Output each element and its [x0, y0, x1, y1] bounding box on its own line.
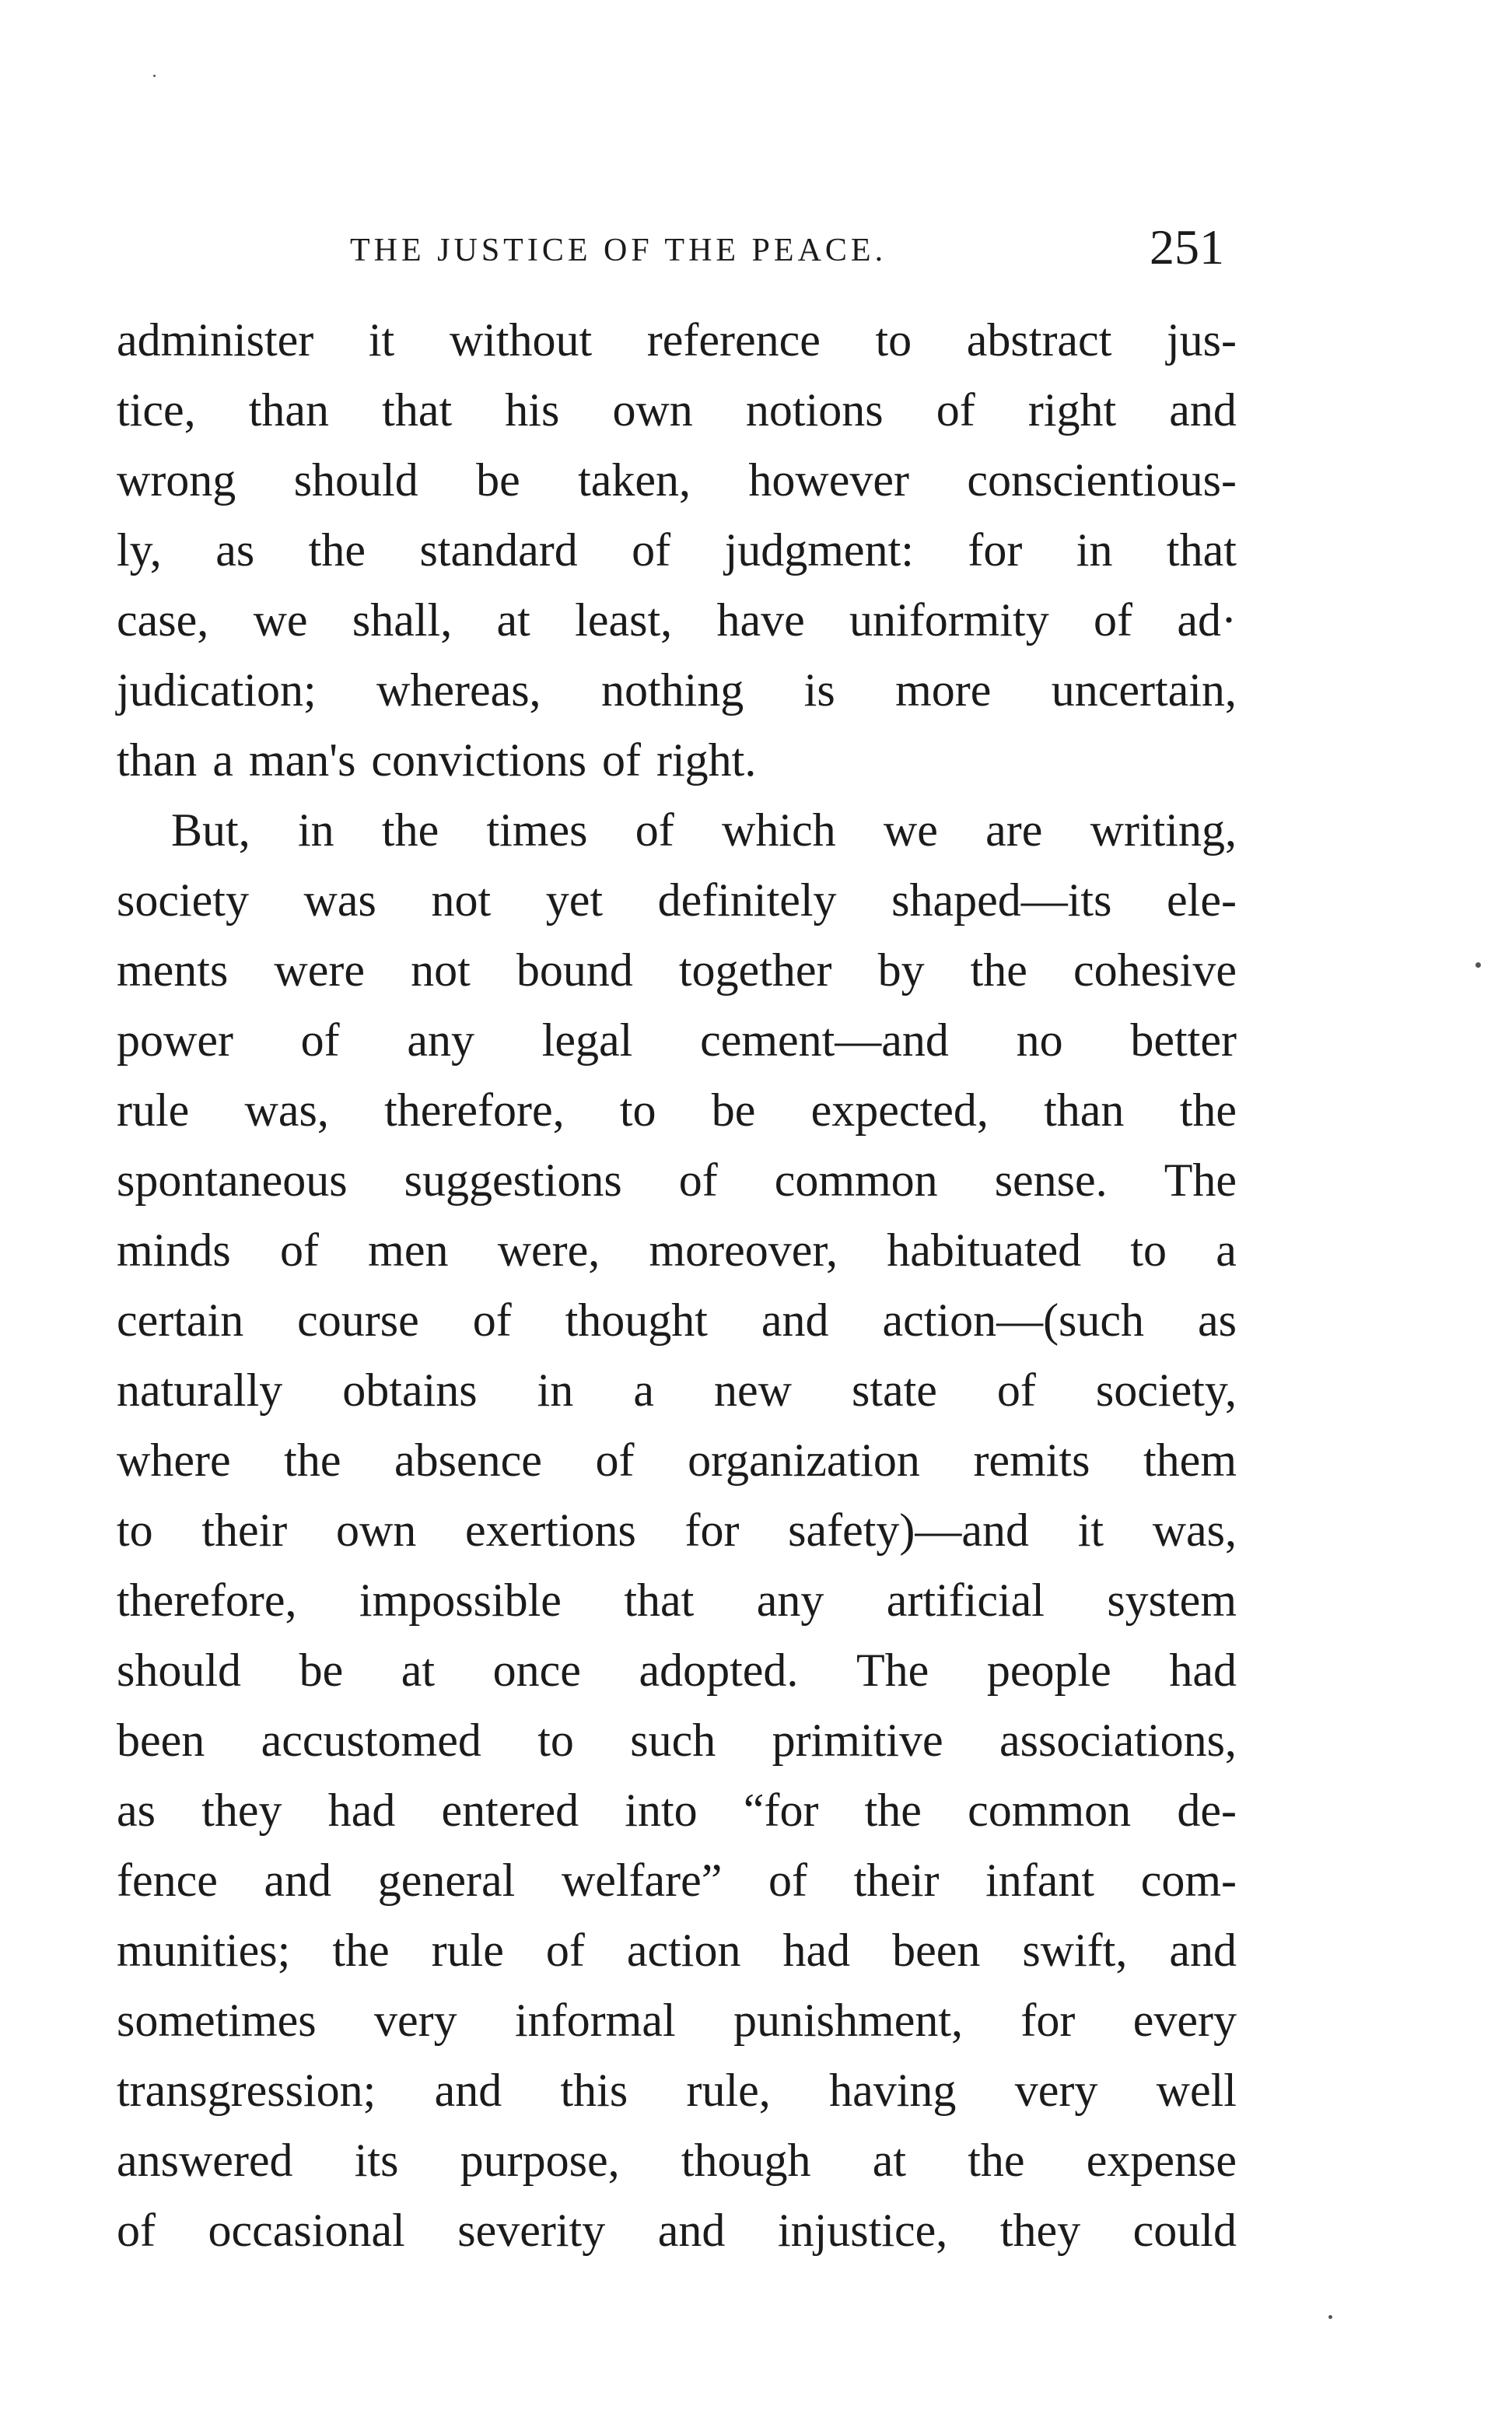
word: definitely [657, 874, 837, 926]
word: But, [171, 804, 250, 856]
word: the [864, 1785, 922, 1836]
word: action—(such [882, 1294, 1145, 1346]
word: legal [541, 1014, 633, 1066]
paper-speck [153, 75, 156, 77]
word: very [374, 1995, 457, 2046]
word: into [625, 1785, 698, 1836]
word: of [1094, 594, 1132, 646]
word: been [892, 1925, 981, 1976]
word: state [851, 1364, 937, 1416]
word: the [381, 804, 439, 856]
word: at [496, 594, 530, 646]
word: it [368, 314, 395, 366]
word: own [335, 1504, 417, 1556]
word: shall, [352, 594, 453, 646]
word: the [284, 1434, 341, 1486]
word: the [1179, 1084, 1237, 1136]
word: to [537, 1715, 574, 1766]
word: his [505, 384, 560, 436]
word: in [537, 1364, 574, 1416]
word: of [300, 1014, 340, 1066]
word: and [761, 1294, 829, 1346]
text-line [117, 1075, 1237, 1145]
text-line [117, 2125, 1237, 2195]
text-line [117, 1005, 1237, 1075]
text-line [117, 935, 1237, 1005]
word: rule, [686, 2065, 771, 2116]
word: purpose, [460, 2135, 620, 2186]
word: such [630, 1715, 716, 1766]
word: minds [117, 1224, 231, 1276]
word: expected, [810, 1084, 989, 1136]
word: cement—and [700, 1014, 949, 1066]
word: convictions [371, 734, 587, 786]
word: which [722, 804, 836, 856]
word: in [1076, 524, 1113, 576]
word: conscientious- [967, 454, 1237, 506]
word: be [476, 454, 520, 506]
word: nothing [600, 664, 744, 716]
text-line [117, 2055, 1237, 2125]
word: for [684, 1504, 740, 1556]
word: of [768, 1855, 807, 1906]
word: sometimes [117, 1995, 317, 2046]
word: and [264, 1855, 332, 1906]
word: had [1169, 1645, 1237, 1696]
text-line [117, 515, 1237, 585]
word: rule [117, 1084, 190, 1136]
word: at [401, 1645, 436, 1696]
word: and [657, 2205, 726, 2256]
word: and [1169, 1925, 1237, 1976]
word: the [332, 1925, 390, 1976]
word: safety)—and [788, 1504, 1030, 1556]
word: had [327, 1785, 396, 1836]
word: rule [431, 1925, 504, 1976]
word: that [382, 384, 453, 436]
word: had [782, 1925, 851, 1976]
word: a [633, 1364, 654, 1416]
paper-speck [1328, 2315, 1332, 2319]
word: administer [117, 314, 314, 366]
word: society [117, 874, 249, 926]
word: abstract [966, 314, 1112, 366]
word: The [1164, 1154, 1237, 1206]
word: a [212, 734, 233, 786]
word: accustomed [261, 1715, 481, 1766]
word: in [297, 804, 334, 856]
word: of [279, 1224, 319, 1276]
word: therefore, [384, 1084, 565, 1136]
word: thought [565, 1294, 708, 1346]
word: taken, [578, 454, 691, 506]
word: to [1130, 1224, 1167, 1276]
word: of [996, 1364, 1036, 1416]
word: it [1077, 1504, 1104, 1556]
word: system [1107, 1575, 1237, 1626]
word: obtains [342, 1364, 478, 1416]
text-line [117, 795, 1237, 865]
word: com- [1140, 1855, 1237, 1906]
word: this [560, 2065, 628, 2116]
word: tice, [117, 384, 196, 436]
word: of [632, 524, 671, 576]
text-line [117, 1985, 1237, 2055]
word: judication; [117, 664, 317, 716]
word: whereas, [376, 664, 541, 716]
word: the [308, 524, 366, 576]
word: common [968, 1785, 1132, 1836]
word: having [829, 2065, 957, 2116]
word: shaped—its [891, 874, 1112, 926]
word: however [748, 454, 909, 506]
word: more [895, 664, 992, 716]
word: very [1014, 2065, 1098, 2116]
text-line [117, 2195, 1237, 2265]
running-head [117, 218, 1237, 280]
word: together [678, 944, 832, 996]
word: reference [646, 314, 821, 366]
word: of [472, 1294, 512, 1346]
word: and [434, 2065, 502, 2116]
word: was, [1152, 1504, 1237, 1556]
word: severity [457, 2205, 606, 2256]
word: is [803, 664, 835, 716]
word: as [215, 524, 255, 576]
word: times [486, 804, 588, 856]
word: occasional [208, 2205, 405, 2256]
word: the [970, 944, 1027, 996]
word: was [303, 874, 376, 926]
word: naturally [117, 1364, 283, 1416]
word: bound [516, 944, 633, 996]
word: that [1166, 524, 1237, 576]
word: yet [545, 874, 604, 926]
word: power [117, 1014, 233, 1066]
word: as [117, 1785, 156, 1836]
word: should [117, 1645, 242, 1696]
word: well [1156, 2065, 1237, 2116]
text-line [117, 1845, 1237, 1915]
word: remits [973, 1434, 1090, 1486]
word: at [872, 2135, 907, 2186]
page-number: 251 [1150, 219, 1224, 275]
text-line [117, 1355, 1237, 1425]
running-title: THE JUSTICE OF THE PEACE. [350, 233, 887, 268]
word: writing, [1090, 804, 1237, 856]
word: of [545, 1925, 585, 1976]
word: than [1044, 1084, 1125, 1136]
text-line [117, 1425, 1237, 1495]
text-line [117, 375, 1237, 445]
word: have [716, 594, 805, 646]
word: answered [117, 2135, 293, 2186]
text-line [117, 1915, 1237, 1985]
word: to [117, 1504, 153, 1556]
word: associations, [999, 1715, 1237, 1766]
word: a [1216, 1224, 1237, 1276]
word: were, [497, 1224, 600, 1276]
word: suggestions [404, 1154, 622, 1206]
word: course [297, 1294, 419, 1346]
word: every [1132, 1995, 1237, 2046]
word: adopted. [639, 1645, 799, 1696]
word: wrong [117, 454, 236, 506]
word: munities; [117, 1925, 291, 1976]
word: jus- [1166, 314, 1237, 366]
word: of [678, 1154, 718, 1206]
word: they [999, 2205, 1081, 2256]
word: general [377, 1855, 516, 1906]
word: exertions [464, 1504, 636, 1556]
word: of [595, 1434, 635, 1486]
word: any [756, 1575, 824, 1626]
word: case, [117, 594, 209, 646]
word: notions [745, 384, 884, 436]
text-line [117, 1565, 1237, 1635]
word: organization [688, 1434, 920, 1486]
text-line [117, 1495, 1237, 1565]
word: judgment: [724, 524, 914, 576]
word: no [1016, 1014, 1063, 1066]
text-line [117, 585, 1237, 655]
word: action [626, 1925, 741, 1976]
word: impossible [359, 1575, 562, 1626]
text-line [117, 655, 1237, 725]
word: to [875, 314, 912, 366]
word: people [986, 1645, 1111, 1696]
word: punishment, [733, 1995, 963, 2046]
word: right [1027, 384, 1117, 436]
text-line [117, 1775, 1237, 1845]
word: society, [1095, 1364, 1237, 1416]
word: men [368, 1224, 449, 1276]
word: them [1143, 1434, 1237, 1486]
word: common [774, 1154, 938, 1206]
word: uniformity [849, 594, 1049, 646]
word: by [877, 944, 925, 996]
word: de- [1177, 1785, 1237, 1836]
word: was, [244, 1084, 329, 1136]
paper-speck [1475, 962, 1481, 968]
word: they [201, 1785, 282, 1836]
word: ments [117, 944, 229, 996]
word: that [624, 1575, 695, 1626]
word: once [492, 1645, 581, 1696]
word: are [985, 804, 1043, 856]
word: the [968, 2135, 1025, 2186]
word: and [1169, 384, 1237, 436]
word: their [853, 1855, 940, 1906]
word: primitive [772, 1715, 943, 1766]
word: as [1197, 1294, 1237, 1346]
word: therefore, [117, 1575, 297, 1626]
word: been [117, 1715, 205, 1766]
word: be [711, 1084, 756, 1136]
word: informal [515, 1995, 676, 2046]
word: spontaneous [117, 1154, 348, 1206]
word: habituated [887, 1224, 1082, 1276]
word: sense. [994, 1154, 1108, 1206]
word: entered [441, 1785, 579, 1836]
word: new [713, 1364, 792, 1416]
word: cohesive [1073, 944, 1237, 996]
word: expense [1086, 2135, 1237, 2186]
word: swift, [1022, 1925, 1128, 1976]
word: better [1130, 1014, 1237, 1066]
word: welfare” [561, 1855, 723, 1906]
text-line [117, 305, 1237, 375]
word: uncertain, [1051, 664, 1237, 716]
word: not [431, 874, 492, 926]
word: not [411, 944, 471, 996]
word: should [293, 454, 418, 506]
word: any [407, 1014, 475, 1066]
word: man's [248, 734, 356, 786]
text-line [117, 1215, 1237, 1285]
word: absence [394, 1434, 542, 1486]
word: of [635, 804, 674, 856]
word: were [274, 944, 365, 996]
word: where [117, 1434, 231, 1486]
word: of [117, 2205, 156, 2256]
word: without [449, 314, 593, 366]
word: The [856, 1645, 929, 1696]
word: least, [575, 594, 673, 646]
text-line [117, 725, 1237, 795]
text-line [117, 1705, 1237, 1775]
word: than [248, 384, 330, 436]
text-line [117, 1285, 1237, 1355]
word: infant [985, 1855, 1095, 1906]
word: ly, [117, 524, 162, 576]
word: injustice, [777, 2205, 948, 2256]
word: right. [656, 734, 757, 786]
word: its [354, 2135, 399, 2186]
word: artificial [886, 1575, 1045, 1626]
word: than [117, 734, 198, 786]
word: fence [117, 1855, 218, 1906]
word: of [936, 384, 975, 436]
text-line [117, 1635, 1237, 1705]
word: ele- [1167, 874, 1237, 926]
word: “for [743, 1785, 819, 1836]
text-line [117, 445, 1237, 515]
word: for [968, 524, 1023, 576]
word: though [681, 2135, 811, 2186]
word: could [1132, 2205, 1237, 2256]
word: of [602, 734, 642, 786]
text-line [117, 1145, 1237, 1215]
word: to [619, 1084, 656, 1136]
word: their [201, 1504, 288, 1556]
word: own [612, 384, 693, 436]
word: moreover, [649, 1224, 838, 1276]
word: we [883, 804, 938, 856]
word: standard [419, 524, 578, 576]
word: certain [117, 1294, 244, 1346]
body-text [117, 305, 1237, 2265]
word: ad· [1177, 594, 1237, 646]
text-line [117, 865, 1237, 935]
word: transgression; [117, 2065, 376, 2116]
word: be [299, 1645, 344, 1696]
word: for [1020, 1995, 1076, 2046]
word: we [253, 594, 308, 646]
